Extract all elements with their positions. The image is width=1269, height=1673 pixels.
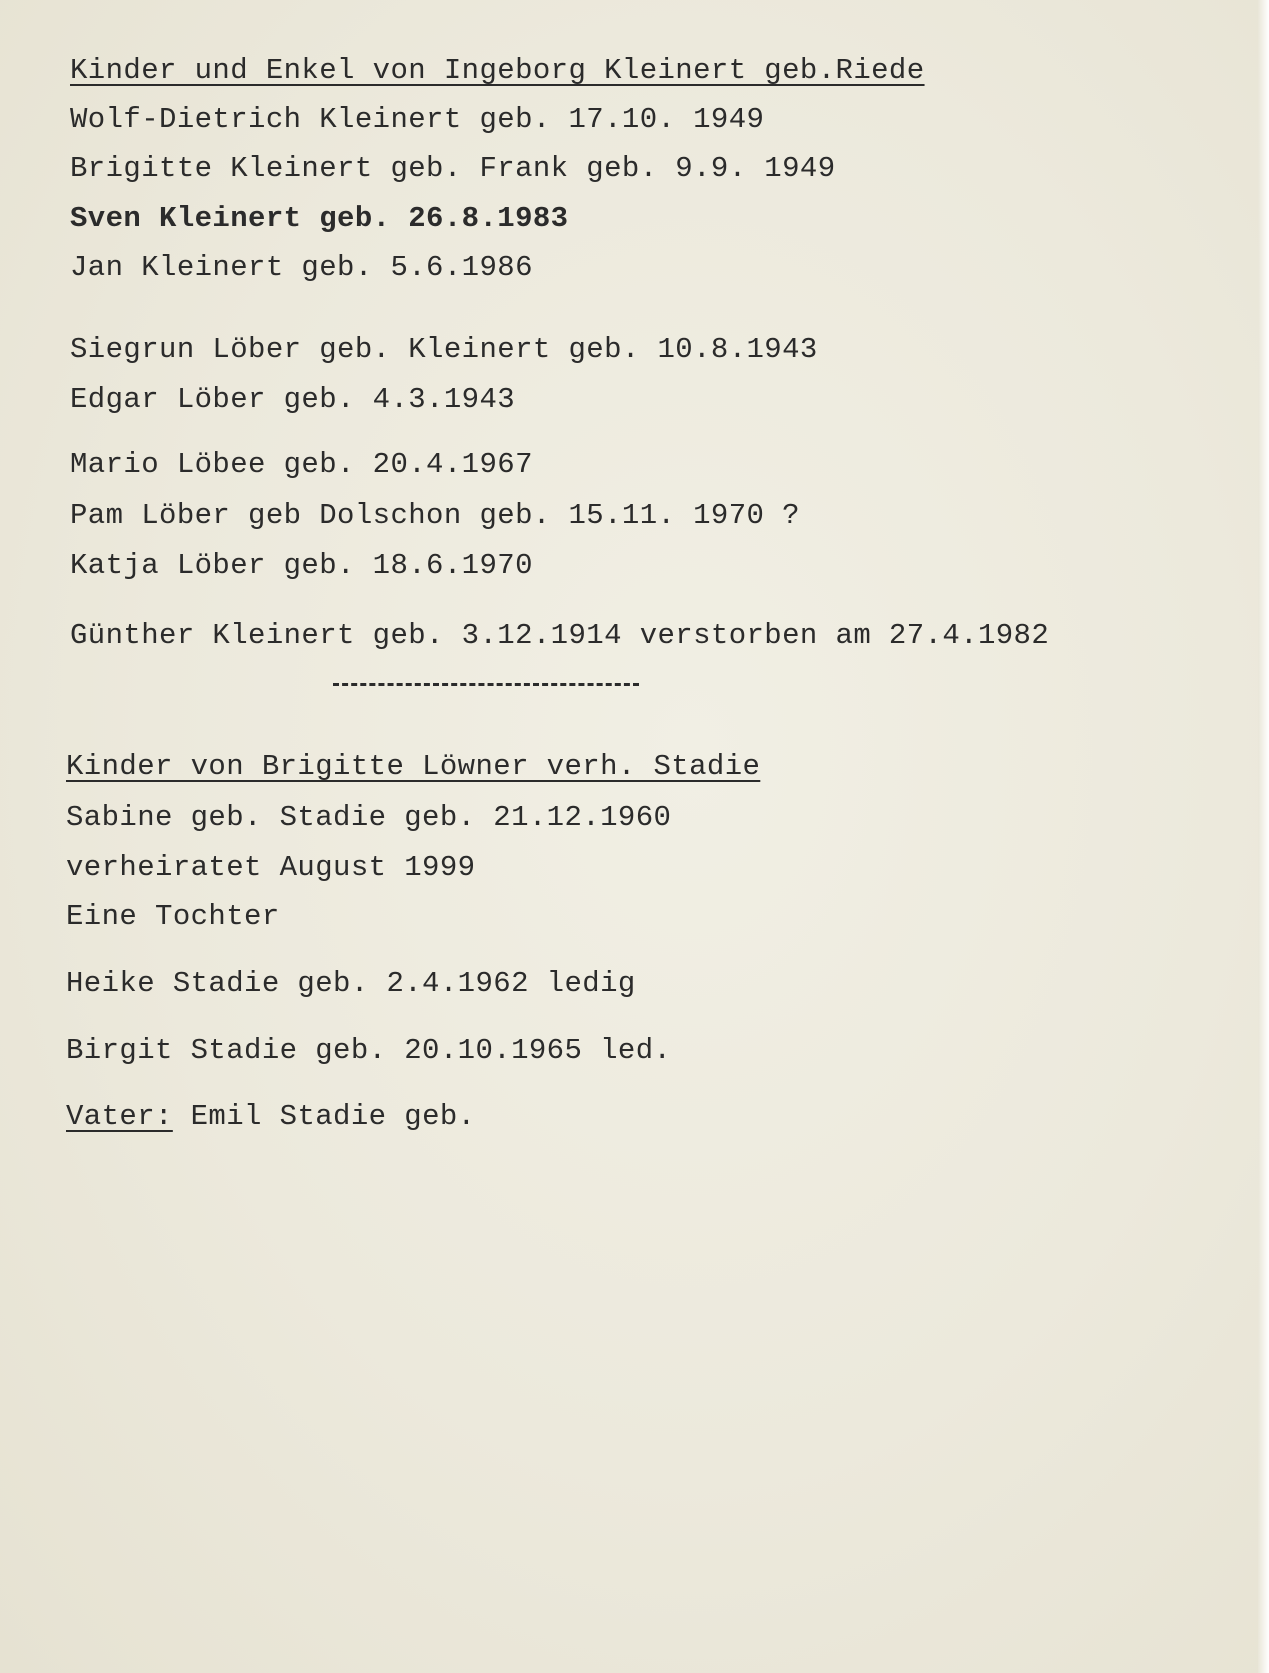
father-text: Emil Stadie geb. xyxy=(172,1100,476,1133)
text-line: Jan Kleinert geb. 5.6.1986 xyxy=(70,251,533,284)
section-heading-kleinert: Kinder und Enkel von Ingeborg Kleinert geb.Riede xyxy=(70,54,925,87)
text-line: Siegrun Löber geb. Kleinert geb. 10.8.1943 xyxy=(70,333,818,366)
text-line: Edgar Löber geb. 4.3.1943 xyxy=(70,383,516,416)
father-label: Vater: xyxy=(66,1100,173,1133)
text-line: Heike Stadie geb. 2.4.1962 ledig xyxy=(66,967,636,1000)
text-line: Pam Löber geb Dolschon geb. 15.11. 1970 ? xyxy=(70,499,800,532)
text-line: Sabine geb. Stadie geb. 21.12.1960 xyxy=(66,801,672,834)
text-line: Katja Löber geb. 18.6.1970 xyxy=(70,549,533,582)
divider-line xyxy=(333,683,639,686)
text-line: Birgit Stadie geb. 20.10.1965 led. xyxy=(66,1034,672,1067)
text-line: verheiratet August 1999 xyxy=(66,851,476,884)
section-heading-stadie: Kinder von Brigitte Löwner verh. Stadie xyxy=(66,750,761,783)
page-edge xyxy=(1258,0,1269,1673)
text-line: Sven Kleinert geb. 26.8.1983 xyxy=(70,202,569,235)
text-line: Brigitte Kleinert geb. Frank geb. 9.9. 1949 xyxy=(70,152,836,185)
text-line: Eine Tochter xyxy=(66,900,280,933)
text-line: Wolf-Dietrich Kleinert geb. 17.10. 1949 xyxy=(70,103,765,136)
text-line: Günther Kleinert geb. 3.12.1914 verstorben am 27.4.1982 xyxy=(70,619,1050,652)
father-line xyxy=(66,1100,475,1134)
text-line: Mario Löbee geb. 20.4.1967 xyxy=(70,448,533,481)
